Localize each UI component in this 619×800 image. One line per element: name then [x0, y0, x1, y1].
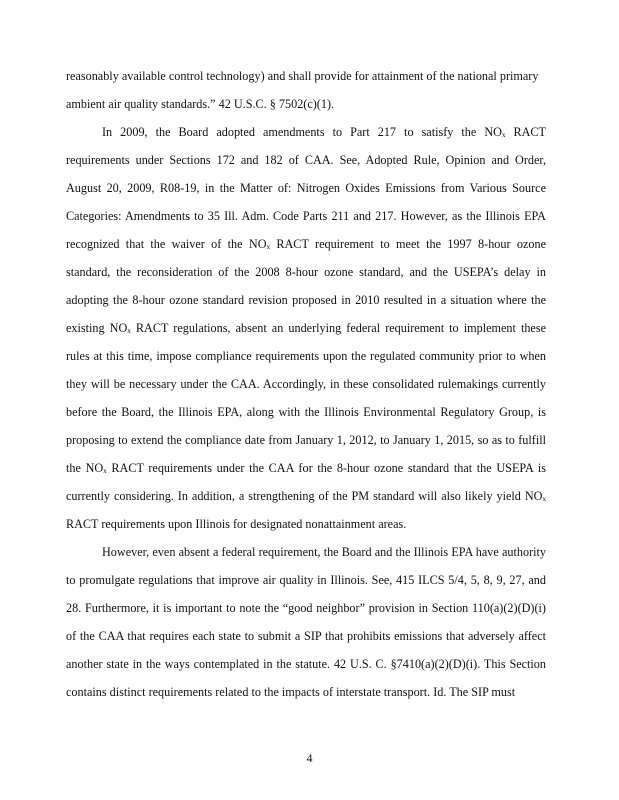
text-line: reasonably available control technology) and shall provide for attainment of the national primary	[66, 69, 539, 83]
text-line: of the CAA that requires each state to submit a SIP that prohibits emissions that adversely affect	[66, 629, 546, 643]
text-line: In 2009, the Board adopted amendments to Part 217 to satisfy the NOₓ RACT	[102, 125, 546, 139]
text-line: before the Board, the Illinois EPA, along with the Illinois Environmental Regulatory Group, is	[66, 405, 546, 419]
text-line: existing NOₓ RACT regulations, absent an underlying federal requirement to implement these	[66, 321, 546, 335]
text-line: the NOₓ RACT requirements under the CAA for the 8-hour ozone standard that the USEPA is	[66, 461, 546, 475]
text-line: requirements under Sections 172 and 182 of CAA. See, Adopted Rule, Opinion and Order,	[66, 153, 546, 167]
text-line: they will be necessary under the CAA. Accordingly, in these consolidated rulemakings currently	[66, 377, 546, 391]
text-line: proposing to extend the compliance date from January 1, 2012, to January 1, 2015, so as to fulfill	[66, 433, 546, 447]
text-line: rules at this time, impose compliance requirements upon the regulated community prior to when	[66, 349, 546, 363]
text-line: RACT requirements upon Illinois for designated nonattainment areas.	[66, 517, 407, 531]
text-line: 28. Furthermore, it is important to note the “good neighbor” provision in Section 110(a)(2)(D)(i)	[66, 601, 546, 615]
text-line: standard, the reconsideration of the 2008 8-hour ozone standard, and the USEPA’s delay in	[66, 265, 546, 279]
text-line: to promulgate regulations that improve air quality in Illinois. See, 415 ILCS 5/4, 5, 8, 9, 27, and	[66, 573, 546, 587]
text-line: ambient air quality standards.” 42 U.S.C. § 7502(c)(1).	[66, 97, 335, 111]
text-line: Categories: Amendments to 35 Ill. Adm. Code Parts 211 and 217. However, as the Illinois EPA	[66, 209, 546, 223]
text-line: recognized that the waiver of the NOₓ RACT requirement to meet the 1997 8-hour ozone	[66, 237, 546, 251]
text-line: currently considering. In addition, a strengthening of the PM standard will also likely yield NOₓ	[66, 489, 546, 503]
page-number: 4	[306, 751, 313, 765]
text-line: August 20, 2009, R08-19, in the Matter of: Nitrogen Oxides Emissions from Various Source	[66, 181, 546, 195]
text-line: contains distinct requirements related to the impacts of interstate transport. Id. The SIP must	[66, 685, 516, 699]
text-line: adopting the 8-hour ozone standard revision proposed in 2010 resulted in a situation where the	[66, 293, 546, 307]
text-line: However, even absent a federal requirement, the Board and the Illinois EPA have authority	[102, 545, 546, 559]
text-line: another state in the ways contemplated in the statute. 42 U.S. C. §7410(a)(2)(D)(i). This Section	[66, 657, 546, 671]
